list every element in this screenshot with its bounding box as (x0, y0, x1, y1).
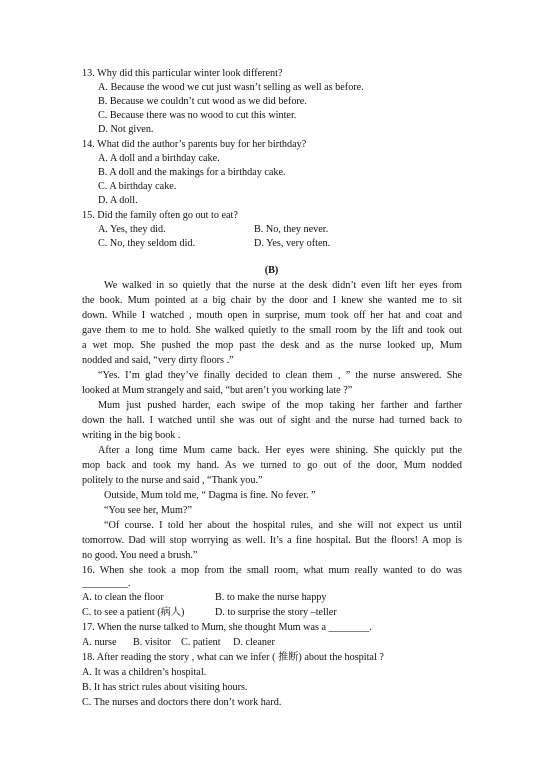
q14-option-d: D. A doll. (98, 195, 138, 206)
passage-line: a wet mop. She pushed the mop past the desk and as the nurse looked up, Mum (82, 340, 462, 351)
section-heading: (B) (264, 265, 279, 276)
q18-question: 18. After reading the story , what can we infer ( 推断) about the hospital ? (82, 652, 384, 663)
passage-line: After a long time Mum came back. Her eyes were shining. She quickly put the (98, 445, 462, 456)
q13-option-c: C. Because there was no wood to cut this winter. (98, 110, 297, 121)
q14-option-c: C. A birthday cake. (98, 181, 177, 192)
q14-option-b: B. A doll and the makings for a birthday cake. (98, 167, 286, 178)
q14-option-a: A. A doll and a birthday cake. (98, 153, 220, 164)
q15-option-c: C. No, they seldom did. (98, 238, 196, 249)
q13-option-a: A. Because the wood we cut just wasn’t selling as well as before. (98, 82, 364, 93)
passage-line: We walked in so quietly that the nurse at the desk didn’t even lift her eyes from (104, 280, 462, 291)
q18-option-c: C. The nurses and doctors there don’t work hard. (82, 697, 282, 708)
q16-blank: _________. (82, 578, 131, 589)
passage-line: down the hall. I watched until she was out of sight and the nurse had turned back to (82, 415, 462, 426)
q16-option-a: A. to clean the floor (82, 592, 164, 603)
q17-option-d: D. cleaner (233, 637, 275, 648)
q14-question: 14. What did the author’s parents buy for her birthday? (82, 139, 307, 150)
q13-option-b: B. Because we couldn’t cut wood as we did before. (98, 96, 307, 107)
q15-option-b: B. No, they never. (254, 224, 329, 235)
passage-line: Outside, Mum told me, “ Dagma is fine. No fever. ” (104, 490, 316, 501)
q17-option-a: A. nurse (82, 637, 117, 648)
q18-option-b: B. It has strict rules about visiting hours. (82, 682, 248, 693)
passage-line: Mum just pushed harder, each swipe of the mop taking her farther and farther (98, 400, 462, 411)
passage-line: politely to the nurse and said , “Thank you.” (82, 475, 263, 486)
passage-line: writing in the big book . (82, 430, 181, 441)
q18-option-a: A. It was a children’s hospital. (82, 667, 207, 678)
q15-option-a: A. Yes, they did. (98, 224, 166, 235)
passage-line: “You see her, Mum?” (104, 505, 192, 516)
passage-line: tomorrow. Dad will stop worrying as well. It’s a fine hospital. But the floors! A mop is (82, 535, 462, 546)
passage-line: “Yes. I’m glad they’ve finally decided to clean them , ” the nurse answered. She (98, 370, 462, 381)
passage-line: gave them to me to hold. She walked quietly to the small room by the lift and took out (82, 325, 462, 336)
q16-option-b: B. to make the nurse happy (215, 592, 327, 603)
passage-line: mop back and took my hand. As we turned to go out of the door, Mum nodded (82, 460, 462, 471)
passage-line: the book. Mum pointed at a big chair by the door and I knew she wanted me to sit (82, 295, 462, 306)
passage-line: looked at Mum strangely and said, “but aren’t you working late ?” (82, 385, 353, 396)
q16-option-d: D. to surprise the story –teller (215, 607, 337, 618)
passage-line: nodded and said, “very dirty floors .” (82, 355, 234, 366)
passage-line: down. While I watched , mouth open in surprise, mum took off her hat and coat and (82, 310, 462, 321)
q17-option-b: B. visitor (133, 637, 171, 648)
q16-question: 16. When she took a mop from the small room, what mum really wanted to do was (82, 565, 462, 576)
q13-question: 13. Why did this particular winter look different? (82, 68, 283, 79)
q15-question: 15. Did the family often go out to eat? (82, 210, 238, 221)
passage-line: no good. You need a brush.” (82, 550, 198, 561)
q17-option-c: C. patient (181, 637, 221, 648)
q17-question: 17. When the nurse talked to Mum, she thought Mum was a ________. (82, 622, 372, 633)
q13-option-d: D. Not given. (98, 124, 154, 135)
q15-option-d: D. Yes, very often. (254, 238, 331, 249)
passage-line: “Of course. I told her about the hospital rules, and she will not expect us until (104, 520, 462, 531)
q16-option-c: C. to see a patient (病人) (82, 607, 185, 618)
